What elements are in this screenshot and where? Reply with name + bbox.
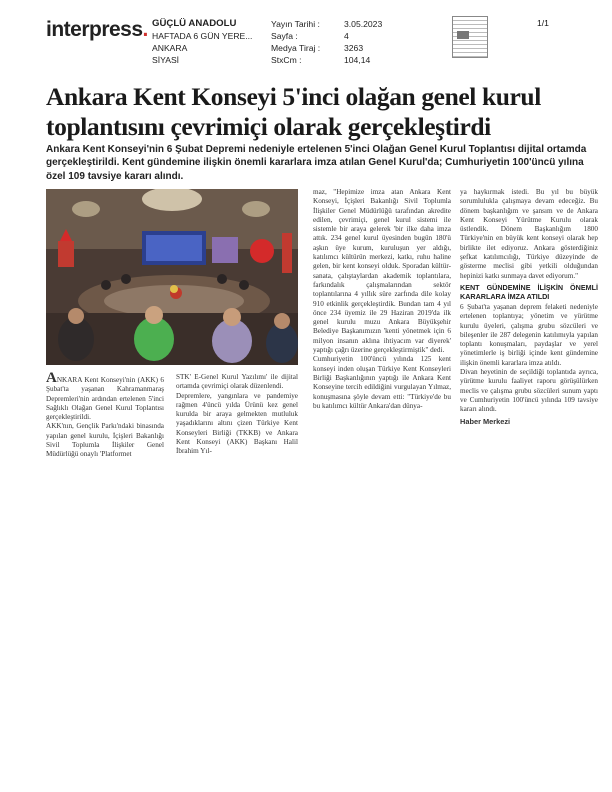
meta-value-page: 4 <box>344 31 349 41</box>
article-photo <box>46 189 298 365</box>
thumbnail-photo <box>457 31 469 39</box>
meta-value-circulation: 3263 <box>344 43 364 53</box>
column-4-paragraph-3: Divan heyetinin de seçildiği toplantıda ayrıca, yürütme kurulu faaliyet raporu görüşülürken meclis ve çalışma grubu sözcüleri sunum yaptı ve Cumhuriyetin 100'üncü yılında 109 tavsiye kararı alındı. <box>460 368 598 414</box>
column-3-paragraph-2: Cumhuriyetin 100'üncü yılında 125 kent konseyi inden oluşan Türkiye Kent Konseyleri Birliği Başkanlığının yaptığı ile Ankara Kent Konseyine tercih edildiğini vurgulayan Yılmaz, konuşmasına şöyle devam etti: "Türkiye'de bu bu katılımcı kültür Ankara'dan dünya- <box>313 355 451 410</box>
article-headline: Ankara Kent Konseyi 5'inci olağan genel kurul toplantısını çevrimiçi olarak gerçekleştirdi <box>46 82 541 141</box>
page-counter: 1/1 <box>537 18 549 28</box>
meta-label-page: Sayfa : <box>271 31 298 41</box>
meta-values <box>344 18 382 66</box>
column-3-paragraph-1: maz, "Hepimize imza atan Ankara Kent Konseyi, İçişleri Bakanlığı Sivil Toplumla İlişkiler Genel Müdürlüğü tarafından akredite edilen, çevrimiçi, genel kurul sistemi ile sistemle bir araya gelerek 'bir ilke daha imza attık. 234 genel kurul üyesinden bugün 180'ü aşkın üye kurum, kuruluşun yer aldığı, katılımcı kültürün merkezi, katkı, ruhu haline gelen, bir kent konseyi olduk. Sporadan kültür-sanata, çalıştaylardan akademik toplantılara, farkındalık çalışmalarından sektör toplantılarına 4 yıllık süre zarfında dile kolay 910 etkinlik gerçekleştirdik. Bundan tam 4 yıl önce 234 üyemiz ile 29 Haziran 2019'da ilk genel kurulu muzu Ankara Büyükşehir Belediye Başkanımızın 'kenti yönetmek için 6 milyon insanın aklına ihtiyacım var diyerek' yaptığı çağrı üzerine gerçekleştirmiştik" dedi. <box>313 188 451 355</box>
column-2-paragraph-1: STK' E-Genel Kurul Yazılımı' ile dijital ortamda çevrimiçi olarak düzenlendi. <box>176 373 298 391</box>
publication-frequency: HAFTADA 6 GÜN YERE... <box>152 31 253 41</box>
meta-value-date: 3.05.2023 <box>344 19 383 29</box>
article-column-4 <box>460 188 598 426</box>
interpress-logo: interpress. <box>46 18 148 41</box>
drop-cap: A <box>46 370 57 386</box>
page-thumbnail[interactable] <box>452 16 488 58</box>
publication-city: ANKARA <box>152 43 188 53</box>
meta-label-stxcm: StxCm : <box>271 55 302 65</box>
lead-paragraph: ANKARA Kent Konseyi'nin (AKK) 6 Şubat'ta yaşanan Kahramanmaraş Depremleri'nin ardından ertelenen 5'inci Sağlıklı Olağan Genel Kurul Toplantısı gerçekleştirildi. <box>46 370 164 422</box>
article-column-2 <box>176 373 298 457</box>
column-1-paragraph-2: AKK'nın, Gençlik Parkı'ndaki binasında yapılan genel kurulu, İçişleri Bakanlığı Sivil Toplumla İlişkiler Genel Müdürlüğü onaylı 'Platformet <box>46 422 164 459</box>
meta-label-circulation: Medya Tiraj : <box>271 43 321 53</box>
column-4-paragraph-2: 6 Şubat'ta yaşanan deprem felaketi nedeniyle ertelenen toplantıya; yönetim ve yürütme kurulu üyeleri, çalışma grubu sözcüleri ve bileşenler ile 287 delegenin katılımıyla yapılan toplantı konuşmaları, paydaşlar ve yerel yönetimlerle iş birliği içinde kent gündemine ilişkin önemli kararlara imza atıldı. <box>460 302 598 367</box>
article-column-1 <box>46 370 164 460</box>
article-subheading: KENT GÜNDEMİNE İLİŞKİN ÖNEMLİ KARARLARA İMZA ATILDI <box>460 282 598 301</box>
article-column-3 <box>313 188 451 411</box>
meeting-hall-illustration <box>46 189 298 365</box>
column-2-paragraph-2: Depremlere, yangınlara ve pandemiye rağmen 4'üncü yılda Ürünü kez genel kurulda bir araya gelmekten mutluluk yaşadıklarını altını çizen Türkiye Kent Konseyleri Birliği (TKKB) ve Ankara Kent Konseyi (AKK) Başkanı Halil İbrahim Yıl- <box>176 391 298 456</box>
publication-info <box>152 18 252 66</box>
meta-label-date: Yayın Tarihi : <box>271 19 320 29</box>
meta-labels <box>271 18 320 66</box>
article-spot: Ankara Kent Konseyi'nin 6 Şubat Depremi nedeniyle ertelenen 5'inci Olağan Genel Kurul Toplantısı dijital ortamda gerçekleştirildi. Kent gündemine ilişkin önemli kararlara imza atılan Genel Kurul'da; Cumhuriyetin 100'üncü yılına özel 109 tavsiye kararı alındı. <box>46 144 587 182</box>
publication-name: GÜÇLÜ ANADOLU <box>152 18 237 29</box>
meta-value-stxcm: 104,14 <box>344 55 371 65</box>
publication-category: SİYASİ <box>152 55 180 65</box>
article-signature: Haber Merkezi <box>460 416 511 426</box>
column-4-paragraph-1: ya haykırmak istedi. Bu yıl bu büyük sorumlulukla çalışmaya devam edeceğiz. Bu dönem başkanlığım ve şansım ve de Ankara Kent Konseyi Yürütme Kurulu olarak üstlendik. Dönem Başkanlığım 1800 Türkiye'nin en büyük kent konseyi olarak hep birlikte ilet ediyoruz. Ankara gösterdiğiniz şefkat katılımcılığı, Türkiye düzeyinde de gösterme meclisi gibi yetkili olduğundan hepinizi katkı sunmaya davet ediyorum." <box>460 188 598 280</box>
